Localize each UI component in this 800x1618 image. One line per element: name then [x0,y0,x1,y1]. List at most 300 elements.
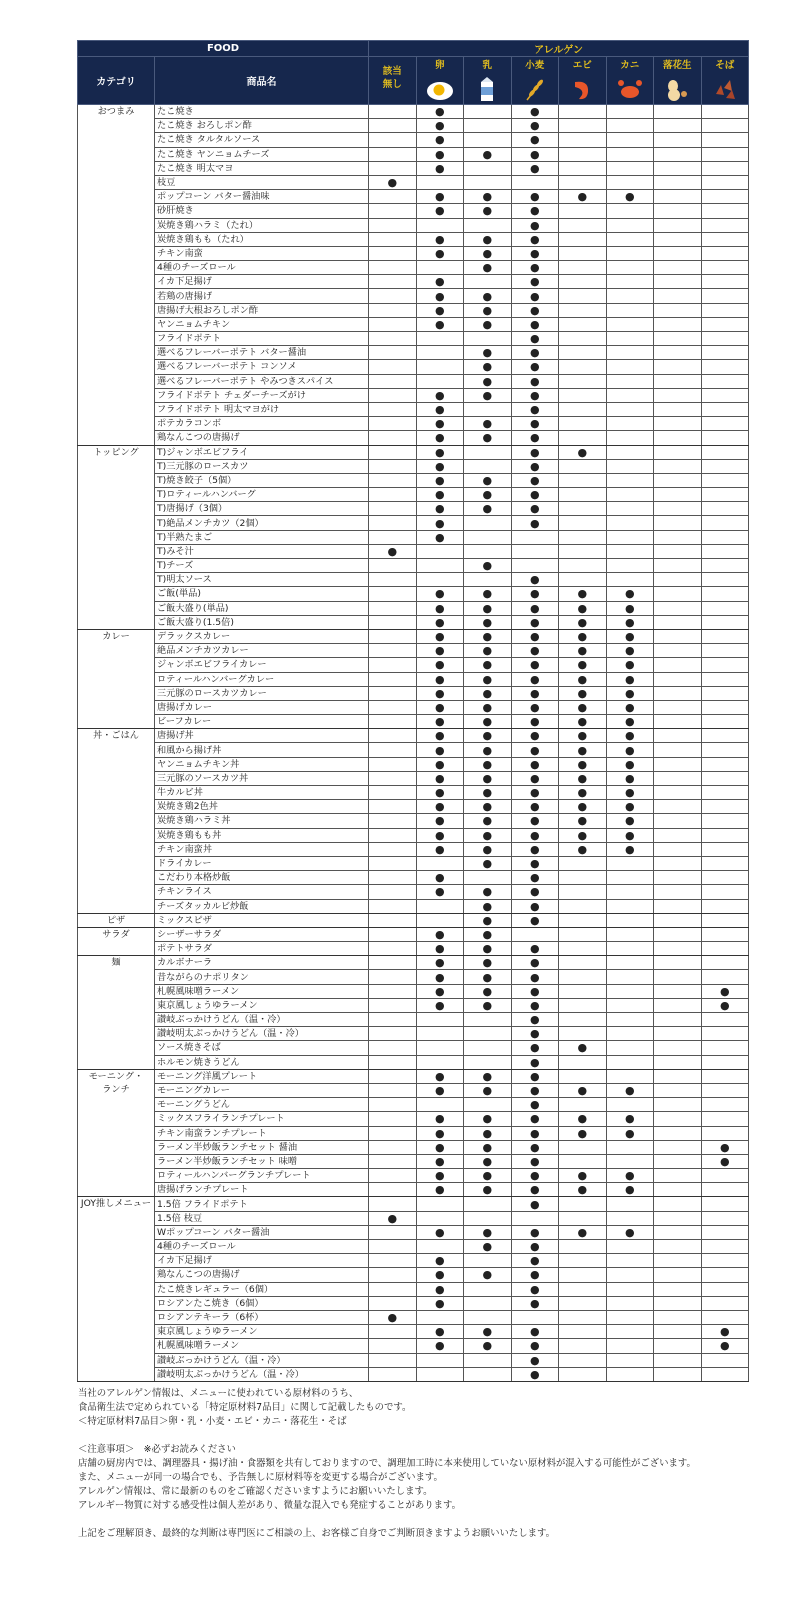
allergen-cell [416,261,464,275]
allergen-cell [416,1083,464,1097]
allergen-cell [416,204,464,218]
allergen-mark: ● [434,1268,445,1282]
allergen-cell [606,644,654,658]
allergen-cell [654,828,702,842]
allergen-cell [559,743,607,757]
allergen-cell [654,530,702,544]
allergen-cell [559,644,607,658]
allergen-mark: ● [577,786,588,800]
allergen-mark: ● [482,927,493,941]
allergen-cell [654,942,702,956]
table-body [78,105,749,1382]
allergen-cell [369,346,417,360]
allergen-cell [606,786,654,800]
allergen-mark: ● [529,1197,540,1211]
allergen-cell [464,899,512,913]
allergen-cell [559,1339,607,1353]
allergen-cell [606,573,654,587]
allergen-cell [369,686,417,700]
allergen-cell [606,317,654,331]
peanut-icon [662,74,692,104]
allergen-mark: ● [529,1154,540,1168]
allergen-cell [654,289,702,303]
allergen-cell [416,402,464,416]
allergen-cell [559,445,607,459]
table-row [78,502,749,516]
allergen-mark: ● [482,1240,493,1254]
table-row [78,544,749,558]
allergen-mark: ● [434,204,445,218]
allergen-cell [559,1098,607,1112]
allergen-cell [464,559,512,573]
allergen-cell [701,445,749,459]
allergen-mark: ● [529,800,540,814]
allergen-mark: ● [434,998,445,1012]
allergen-cell [606,1240,654,1254]
allergen-cell [416,786,464,800]
allergen-cell [559,1083,607,1097]
allergen-cell [701,388,749,402]
allergen-cell [464,488,512,502]
table-row [78,729,749,743]
allergen-mark: ● [482,1325,493,1339]
allergen-cell [654,672,702,686]
allergen-mark: ● [434,1296,445,1310]
allergen-mark: ● [482,658,493,672]
allergen-cell [511,1310,559,1324]
allergen-col-peanut [654,57,702,105]
allergen-cell [511,1069,559,1083]
product-name: ジャンボエビフライカレー [155,658,369,672]
allergen-cell [464,786,512,800]
category-cell: JOY推しメニュー [78,1197,155,1381]
allergen-cell [654,1325,702,1339]
allergen-cell [369,1339,417,1353]
allergen-col-label: 卵 [435,60,445,71]
allergen-mark: ● [529,998,540,1012]
allergen-cell [654,786,702,800]
allergen-cell [369,147,417,161]
allergen-mark: ● [434,715,445,729]
allergen-mark: ● [529,814,540,828]
allergen-mark: ● [577,1169,588,1183]
allergen-cell [654,147,702,161]
allergen-cell [464,388,512,402]
allergen-cell [606,842,654,856]
allergen-cell [464,218,512,232]
allergen-mark: ● [482,559,493,573]
allergen-cell [464,1083,512,1097]
table-row [78,190,749,204]
allergen-cell [369,289,417,303]
allergen-cell [701,700,749,714]
product-name: 絶品メンチカツカレー [155,644,369,658]
allergen-cell [654,317,702,331]
allergen-mark: ● [482,686,493,700]
allergen-cell [511,998,559,1012]
allergen-cell [416,346,464,360]
allergen-mark: ● [434,757,445,771]
allergen-cell [559,190,607,204]
table-row [78,672,749,686]
allergen-cell [559,459,607,473]
allergen-mark: ● [529,445,540,459]
allergen-cell [701,913,749,927]
allergen-cell [511,771,559,785]
allergen-cell [654,1027,702,1041]
allergen-cell [369,1240,417,1254]
allergen-mark: ● [529,1112,540,1126]
allergen-cell [701,1197,749,1211]
allergen-cell [701,1339,749,1353]
product-name: ドライカレー [155,856,369,870]
table-row [78,1225,749,1239]
allergen-cell [511,644,559,658]
table-row [78,743,749,757]
allergen-cell [464,261,512,275]
allergen-mark: ● [529,119,540,133]
allergen-mark: ● [529,161,540,175]
allergen-col-milk [464,57,512,105]
allergen-cell [369,459,417,473]
allergen-cell [701,771,749,785]
allergen-cell [464,927,512,941]
allergen-cell [369,431,417,445]
allergen-cell [416,1013,464,1027]
product-name: 4種のチーズロール [155,261,369,275]
allergen-cell [701,488,749,502]
allergen-cell [416,828,464,842]
allergen-cell [654,1197,702,1211]
allergen-cell [416,275,464,289]
allergen-cell [606,1353,654,1367]
allergen-cell [511,1098,559,1112]
allergen-mark: ● [434,488,445,502]
allergen-cell [416,998,464,1012]
allergen-cell [606,1154,654,1168]
allergen-cell [369,1169,417,1183]
allergen-cell [464,317,512,331]
allergen-cell [559,105,607,119]
allergen-mark: ● [624,715,635,729]
allergen-cell [369,559,417,573]
allergen-cell [511,516,559,530]
allergen-cell [369,1325,417,1339]
allergen-mark: ● [529,857,540,871]
allergen-cell [606,1310,654,1324]
allergen-cell [559,161,607,175]
allergen-cell [701,275,749,289]
allergen-cell [559,516,607,530]
allergen-mark: ● [482,956,493,970]
allergen-cell [369,275,417,289]
table-row [78,587,749,601]
allergen-cell [511,1353,559,1367]
allergen-mark: ● [482,1268,493,1282]
allergen-cell [464,1367,512,1381]
allergen-cell [416,246,464,260]
allergen-cell [654,771,702,785]
allergen-mark: ● [482,374,493,388]
allergen-mark: ● [577,729,588,743]
table-row [78,559,749,573]
allergen-cell [416,1055,464,1069]
allergen-cell [416,1325,464,1339]
allergen-cell [606,1126,654,1140]
allergen-cell [511,757,559,771]
shrimp-icon [567,74,597,104]
allergen-cell [464,984,512,998]
allergen-cell [416,1027,464,1041]
allergen-cell [701,942,749,956]
allergen-cell [701,1055,749,1069]
allergen-cell [606,899,654,913]
allergen-cell [654,360,702,374]
allergen-cell [654,1211,702,1225]
allergen-cell [464,715,512,729]
allergen-cell [654,374,702,388]
table-row [78,1069,749,1083]
allergen-cell [559,629,607,643]
allergen-mark: ● [482,360,493,374]
table-row [78,814,749,828]
allergen-cell [464,1013,512,1027]
product-name: 1.5倍 枝豆 [155,1211,369,1225]
allergen-cell [654,1339,702,1353]
table-row [78,332,749,346]
allergen-cell [559,360,607,374]
table-row [78,800,749,814]
product-name: ロシアンたこ焼き（6個） [155,1296,369,1310]
allergen-mark: ● [529,1169,540,1183]
allergen-mark: ● [482,1112,493,1126]
allergen-cell [416,899,464,913]
table-row [78,871,749,885]
allergen-cell [606,1140,654,1154]
allergen-mark: ● [624,587,635,601]
allergen-cell [559,1183,607,1197]
allergen-cell [559,573,607,587]
allergen-cell [416,956,464,970]
allergen-cell [701,332,749,346]
allergen-cell [464,1126,512,1140]
allergen-cell [464,119,512,133]
allergen-cell [511,232,559,246]
allergen-mark: ● [624,672,635,686]
table-row [78,956,749,970]
allergen-cell [701,133,749,147]
allergen-mark: ● [624,1126,635,1140]
allergen-cell [464,1211,512,1225]
allergen-mark: ● [529,317,540,331]
allergen-cell [654,686,702,700]
table-row [78,1282,749,1296]
allergen-cell [416,771,464,785]
product-name: ラーメン半炒飯ランチセット 醤油 [155,1140,369,1154]
allergen-mark: ● [482,743,493,757]
table-row [78,374,749,388]
allergen-mark: ● [624,729,635,743]
table-row [78,686,749,700]
allergen-cell [701,374,749,388]
allergen-cell [464,133,512,147]
table-row [78,1154,749,1168]
food-header: FOOD [78,41,369,57]
note-line: 食品衛生法で定められている「特定原材料7品目」に関して記載したものです。 [78,1402,412,1413]
allergen-mark: ● [482,942,493,956]
allergen-cell [416,814,464,828]
allergen-mark: ● [529,1126,540,1140]
allergen-cell [559,856,607,870]
allergen-mark: ● [577,828,588,842]
allergen-col-label: 落花生 [663,60,692,71]
allergen-cell [606,374,654,388]
allergen-mark: ● [482,1169,493,1183]
allergen-mark: ● [434,672,445,686]
allergen-mark: ● [529,1098,540,1112]
allergen-mark: ● [434,1282,445,1296]
allergen-cell [606,488,654,502]
allergen-cell [464,1027,512,1041]
allergen-cell [464,1098,512,1112]
allergen-cell [511,1041,559,1055]
allergen-cell [606,927,654,941]
allergen-cell [416,473,464,487]
allergen-cell [464,842,512,856]
egg-icon [425,74,455,104]
allergen-cell [511,1126,559,1140]
product-name: ソース焼きそば [155,1041,369,1055]
allergen-cell [369,190,417,204]
allergen-mark: ● [482,1225,493,1239]
allergen-cell [701,729,749,743]
table-row [78,445,749,459]
allergen-mark: ● [720,984,730,998]
allergen-mark: ● [529,956,540,970]
allergen-cell [464,232,512,246]
allergen-cell [416,445,464,459]
allergen-col-none [369,57,417,105]
allergen-cell [511,147,559,161]
allergen-cell [511,715,559,729]
allergen-cell [416,218,464,232]
allergen-cell [369,927,417,941]
allergen-cell [464,856,512,870]
allergen-mark: ● [624,1112,635,1126]
allergen-cell [559,800,607,814]
allergen-cell [511,360,559,374]
product-name: 鶏なんこつの唐揚げ [155,1268,369,1282]
allergen-mark: ● [482,204,493,218]
allergen-cell [559,729,607,743]
allergen-cell [369,885,417,899]
table-row [78,431,749,445]
allergen-mark: ● [577,771,588,785]
table-row [78,913,749,927]
allergen-cell [559,1041,607,1055]
allergen-cell [369,1254,417,1268]
allergen-cell [701,1310,749,1324]
allergen-cell [369,913,417,927]
allergen-cell [559,700,607,714]
allergen-cell [416,970,464,984]
allergen-cell [511,402,559,416]
allergen-mark: ● [529,403,540,417]
allergen-cell [606,516,654,530]
allergen-cell [464,246,512,260]
allergen-cell [606,715,654,729]
allergen-mark: ● [434,729,445,743]
allergen-mark: ● [434,601,445,615]
allergen-cell [701,587,749,601]
allergen-cell [464,417,512,431]
table-row [78,1296,749,1310]
category-cell: ピザ [78,913,155,927]
allergen-cell [606,942,654,956]
allergen-mark: ● [434,1183,445,1197]
allergen-cell [416,175,464,189]
table-row [78,1126,749,1140]
product-name: チキン南蛮ランチプレート [155,1126,369,1140]
allergen-mark: ● [529,1296,540,1310]
allergen-mark: ● [624,601,635,615]
note-line: 店舗の厨房内では、調理器具・揚げ油・食器類を共有しておりますので、調理加工時に本来使用していない原材料が混入する可能性がございます。 [78,1458,696,1469]
allergen-cell [511,1140,559,1154]
allergen-mark: ● [434,686,445,700]
allergen-cell [369,1041,417,1055]
allergen-cell [654,970,702,984]
allergen-cell [369,942,417,956]
allergen-mark: ● [529,871,540,885]
allergen-cell [701,190,749,204]
allergen-cell [559,502,607,516]
allergen-cell [654,1367,702,1381]
allergen-cell [464,1240,512,1254]
allergen-cell [559,1296,607,1310]
allergen-cell [654,119,702,133]
allergen-cell [701,473,749,487]
allergen-mark: ● [529,417,540,431]
allergen-mark: ● [434,530,445,544]
product-name: 牛カルビ丼 [155,786,369,800]
allergen-mark: ● [482,190,493,204]
allergen-mark: ● [529,1013,540,1027]
allergen-cell [416,715,464,729]
note-line: また、メニューが同一の場合でも、予告無しに原材料等を変更する場合がございます。 [78,1472,443,1483]
allergen-mark: ● [529,786,540,800]
product-name: 選べるフレーバーポテト バター醤油 [155,346,369,360]
allergen-cell [464,700,512,714]
allergen-cell [511,658,559,672]
allergen-mark: ● [434,388,445,402]
allergen-cell [369,105,417,119]
allergen-cell [701,800,749,814]
allergen-cell [654,388,702,402]
allergen-mark: ● [624,686,635,700]
product-header: 商品名 [155,57,369,105]
allergen-mark: ● [434,105,445,119]
allergen-cell [654,161,702,175]
allergen-mark: ● [577,630,588,644]
allergen-mark: ● [624,700,635,714]
allergen-cell [701,1367,749,1381]
allergen-cell [511,842,559,856]
allergen-cell [606,856,654,870]
product-name: 唐揚げ大根おろしポン酢 [155,303,369,317]
allergen-cell [606,1069,654,1083]
allergen-cell [559,1310,607,1324]
allergen-cell [654,218,702,232]
